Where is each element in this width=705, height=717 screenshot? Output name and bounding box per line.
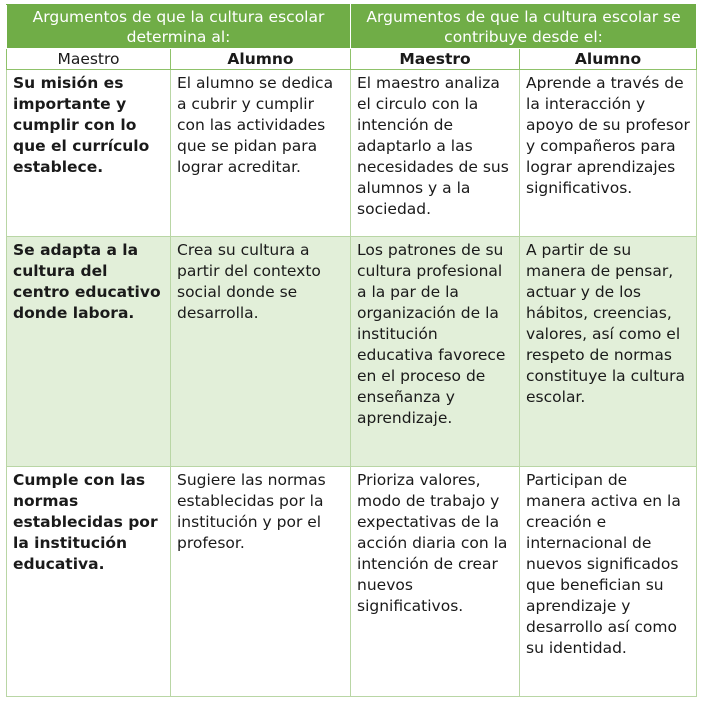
subheader-maestro-1: Maestro xyxy=(7,49,171,70)
table-cell: A partir de su manera de pensar, actuar y de los hábitos, creencias, valores, así como el respeto de normas constituye la cultura escolar. xyxy=(520,237,697,467)
table-cell: Sugiere las normas establecidas por la institución y por el profesor. xyxy=(171,467,351,697)
table-cell: Cumple con las normas establecidas por la institución educativa. xyxy=(7,467,171,697)
table-cell: Aprende a través de la interacción y apoyo de su profesor y compañeros para lograr aprendizajes significativos. xyxy=(520,70,697,237)
table-cell: Crea su cultura a partir del contexto social donde se desarrolla. xyxy=(171,237,351,467)
header-contributes: Argumentos de que la cultura escolar se contribuye desde el: xyxy=(351,5,697,49)
header-determines: Argumentos de que la cultura escolar determina al: xyxy=(7,5,351,49)
table-cell: El maestro analiza el circulo con la intención de adaptarlo a las necesidades de sus alumnos y a la sociedad. xyxy=(351,70,520,237)
table-row xyxy=(7,467,697,697)
table-cell: Los patrones de su cultura profesional a la par de la organización de la institución educativa favorece en el proceso de enseñanza y aprendizaje. xyxy=(351,237,520,467)
table-subheader-row xyxy=(7,49,697,70)
table-cell: El alumno se dedica a cubrir y cumplir con las actividades que se pidan para lograr acreditar. xyxy=(171,70,351,237)
table-cell: Se adapta a la cultura del centro educativo donde labora. xyxy=(7,237,171,467)
subheader-alumno-2: Alumno xyxy=(520,49,697,70)
table-cell: Participan de manera activa en la creación e internacional de nuevos significados que benefician su aprendizaje y desarrollo así como su identidad. xyxy=(520,467,697,697)
subheader-alumno-1: Alumno xyxy=(171,49,351,70)
table-cell: Su misión es importante y cumplir con lo que el currículo establece. xyxy=(7,70,171,237)
table-cell: Prioriza valores, modo de trabajo y expectativas de la acción diaria con la intención de crear nuevos significativos. xyxy=(351,467,520,697)
table-row xyxy=(7,70,697,237)
table-row xyxy=(7,237,697,467)
table-header-row xyxy=(7,5,697,49)
subheader-maestro-2: Maestro xyxy=(351,49,520,70)
arguments-table xyxy=(6,4,697,697)
